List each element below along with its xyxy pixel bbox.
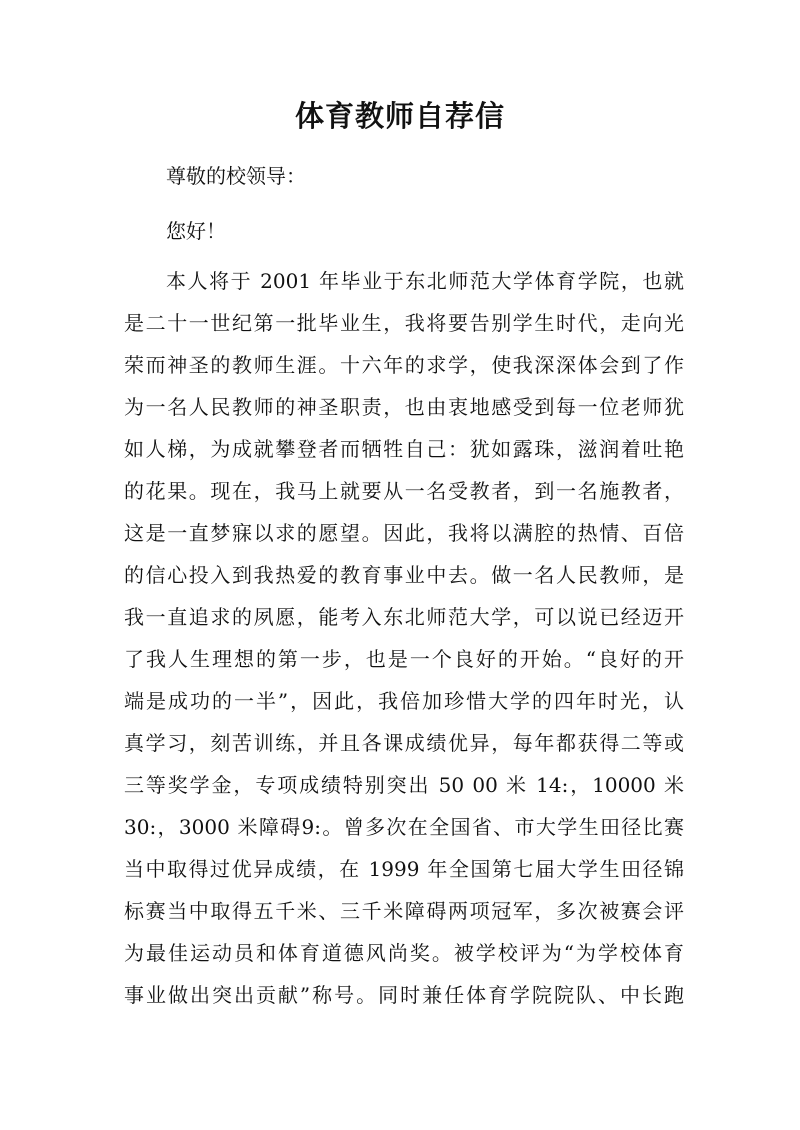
body-line: 的花果。现在，我马上就要从一名受教者，到一名施教者， xyxy=(124,479,684,503)
body-line: 为最佳运动员和体育道德风尚奖。被学校评为“为学校体育 xyxy=(124,941,684,965)
greeting: 您好！ xyxy=(166,219,226,243)
body-line: 的信心投入到我热爱的教育事业中去。做一名人民教师，是 xyxy=(124,563,684,587)
body-line: 为一名人民教师的神圣职责，也由衷地感受到每一位老师犹 xyxy=(124,395,684,419)
body-line: 是二十一世纪第一批毕业生，我将要告别学生时代，走向光 xyxy=(124,311,684,335)
body-line: 真学习，刻苦训练，并且各课成绩优异，每年都获得二等或 xyxy=(124,731,684,755)
body-line: 标赛当中取得五千米、三千米障碍两项冠军，多次被赛会评 xyxy=(124,899,684,923)
body-line: 三等奖学金，专项成绩特别突出 50 00 米 14:，10000 米 xyxy=(124,773,684,797)
body-line: 事业做出突出贡献”称号。同时兼任体育学院院队、中长跑 xyxy=(124,983,684,1007)
body-line: 端是成功的一半”，因此，我倍加珍惜大学的四年时光，认 xyxy=(124,689,684,713)
body-line: 荣而神圣的教师生涯。十六年的求学，使我深深体会到了作 xyxy=(124,353,684,377)
document-title: 体育教师自荐信 xyxy=(294,99,505,133)
body-line: 30:，3000 米障碍9:。曾多次在全国省、市大学生田径比赛 xyxy=(124,815,684,839)
body-line: 如人梯，为成就攀登者而牺牲自己：犹如露珠，滋润着吐艳 xyxy=(124,437,684,461)
body-line: 了我人生理想的第一步，也是一个良好的开始。“良好的开 xyxy=(124,647,684,671)
salutation: 尊敬的校领导： xyxy=(166,164,306,188)
body-line: 本人将于 2001 年毕业于东北师范大学体育学院，也就 xyxy=(166,269,684,293)
body-line: 我一直追求的夙愿，能考入东北师范大学，可以说已经迈开 xyxy=(124,605,684,629)
body-line: 这是一直梦寐以求的愿望。因此，我将以满腔的热情、百倍 xyxy=(124,521,684,545)
body-paragraph xyxy=(124,266,684,1022)
body-line: 当中取得过优异成绩，在 1999 年全国第七届大学生田径锦 xyxy=(124,857,684,881)
